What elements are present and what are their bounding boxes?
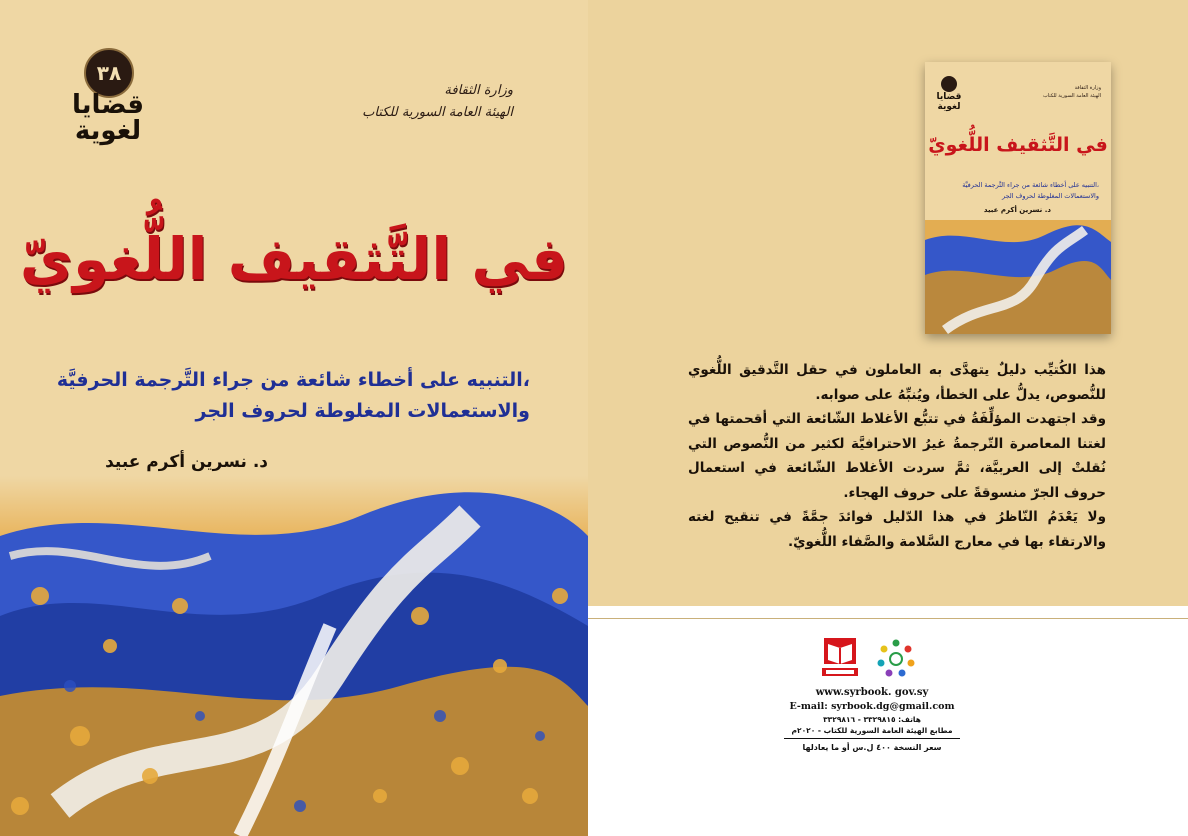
- publisher-heading: [362, 80, 513, 124]
- book-subtitle: [57, 365, 530, 427]
- thumbnail-series-line1: قضايا: [936, 92, 962, 102]
- thumbnail-artwork: [925, 220, 1111, 334]
- website-url: www.syrbook. gov.sy: [815, 687, 929, 698]
- series-title: [62, 92, 154, 144]
- subtitle-line-1: التنبيه على أخطاء شائعة من جراء التَّرجمة الحرفيَّة،: [56, 369, 530, 391]
- people-circle-icon: [874, 638, 918, 678]
- series-title-line2: لغوية: [74, 116, 142, 146]
- ministry-line: وزارة الثقافة: [444, 83, 513, 98]
- thumbnail-series-logo: [935, 76, 963, 112]
- blurb-paragraph-1: هذا الكُتيِّب دليلٌ يتهدَّى به العاملون في حقل التَّدقيق اللُّغوي للنُّصوص، يدلُّ على الخطأ، ويُنبِّهُ على صوابه.: [688, 362, 1106, 403]
- back-cover: [588, 0, 1188, 836]
- calligraphy-artwork: [0, 476, 588, 836]
- blurb-paragraph-2: وقد اجتهدت المؤلِّفَةُ في تتبُّع الأغلاط الشّائعة التي أقحمتها في لغتنا المعاصرة التّرجمةُ غيرُ الاحترافيَّة لكثير من النُّصوص التي نُقلتْ إلى العربيَّة، ثمَّ سردت الأغلاط الشّائعة في استعمال حروف الجرّ منسوقةً على حروف الهجاء.: [688, 411, 1106, 501]
- thumbnail-ministry-line: وزارة الثقافة: [1074, 85, 1101, 91]
- blurb-paragraph-3: ولا يَعْدَمُ النّاظرُ في هذا الدّليل فوائدَ جمَّةً في تنقيح لغته والارتقاء بها في معارج السَّلامة والصَّفاء اللُّغويّ.: [688, 509, 1106, 550]
- thumbnail-series-badge: [941, 76, 957, 92]
- thumbnail-series-line2: لغوية: [937, 102, 961, 112]
- author-name: د. نسرين أكرم عبيد: [105, 452, 268, 472]
- thumbnail-series-title: [935, 92, 963, 112]
- thumbnail-authority-line: الهيئة العامة السورية للكتاب: [1042, 93, 1101, 99]
- phone-numbers: هاتف: ٣٣٢٩٨١٥ - ٣٣٢٩٨١٦: [823, 715, 921, 724]
- subtitle-line-2: والاستعمالات المغلوطة لحروف الجر: [195, 400, 530, 422]
- thumbnail-subtitle: [962, 180, 1099, 202]
- publisher-contact: [784, 686, 960, 757]
- publisher-logos: [820, 636, 928, 680]
- thumbnail-subtitle-line-2: والاستعمالات المغلوطة لحروف الجر: [1001, 192, 1099, 200]
- thumbnail-title: في التَّثقيف اللُّغويّ: [928, 134, 1108, 156]
- thumbnail-publisher: [1043, 84, 1101, 100]
- book-title: في التَّثقيف اللُّغويّ: [19, 225, 569, 293]
- series-logo: [62, 48, 154, 148]
- series-title-line1: قضايا: [72, 90, 144, 120]
- back-cover-blurb: [688, 358, 1106, 554]
- divider-line: [588, 618, 1188, 619]
- front-cover: [0, 0, 588, 836]
- price-line: سعر النسخة ٤٠٠ ل.س أو ما يعادلها: [802, 743, 942, 752]
- printer-line: مطابع الهيئة العامة السورية للكتاب - ٢٠٢٠م: [784, 725, 960, 739]
- series-number-badge: ٣٨: [84, 48, 134, 98]
- open-book-icon: [820, 636, 860, 680]
- authority-line: الهيئة العامة السورية للكتاب: [362, 105, 513, 120]
- thumbnail-author: د. نسرين أكرم عبيد: [983, 206, 1051, 214]
- cover-thumbnail: [925, 62, 1111, 334]
- email-address: E-mail: syrbook.dg@gmail.com: [789, 701, 955, 712]
- thumbnail-subtitle-line-1: التنبيه على أخطاء شائعة من جراء التَّرجمة الحرفيَّة،: [962, 181, 1099, 189]
